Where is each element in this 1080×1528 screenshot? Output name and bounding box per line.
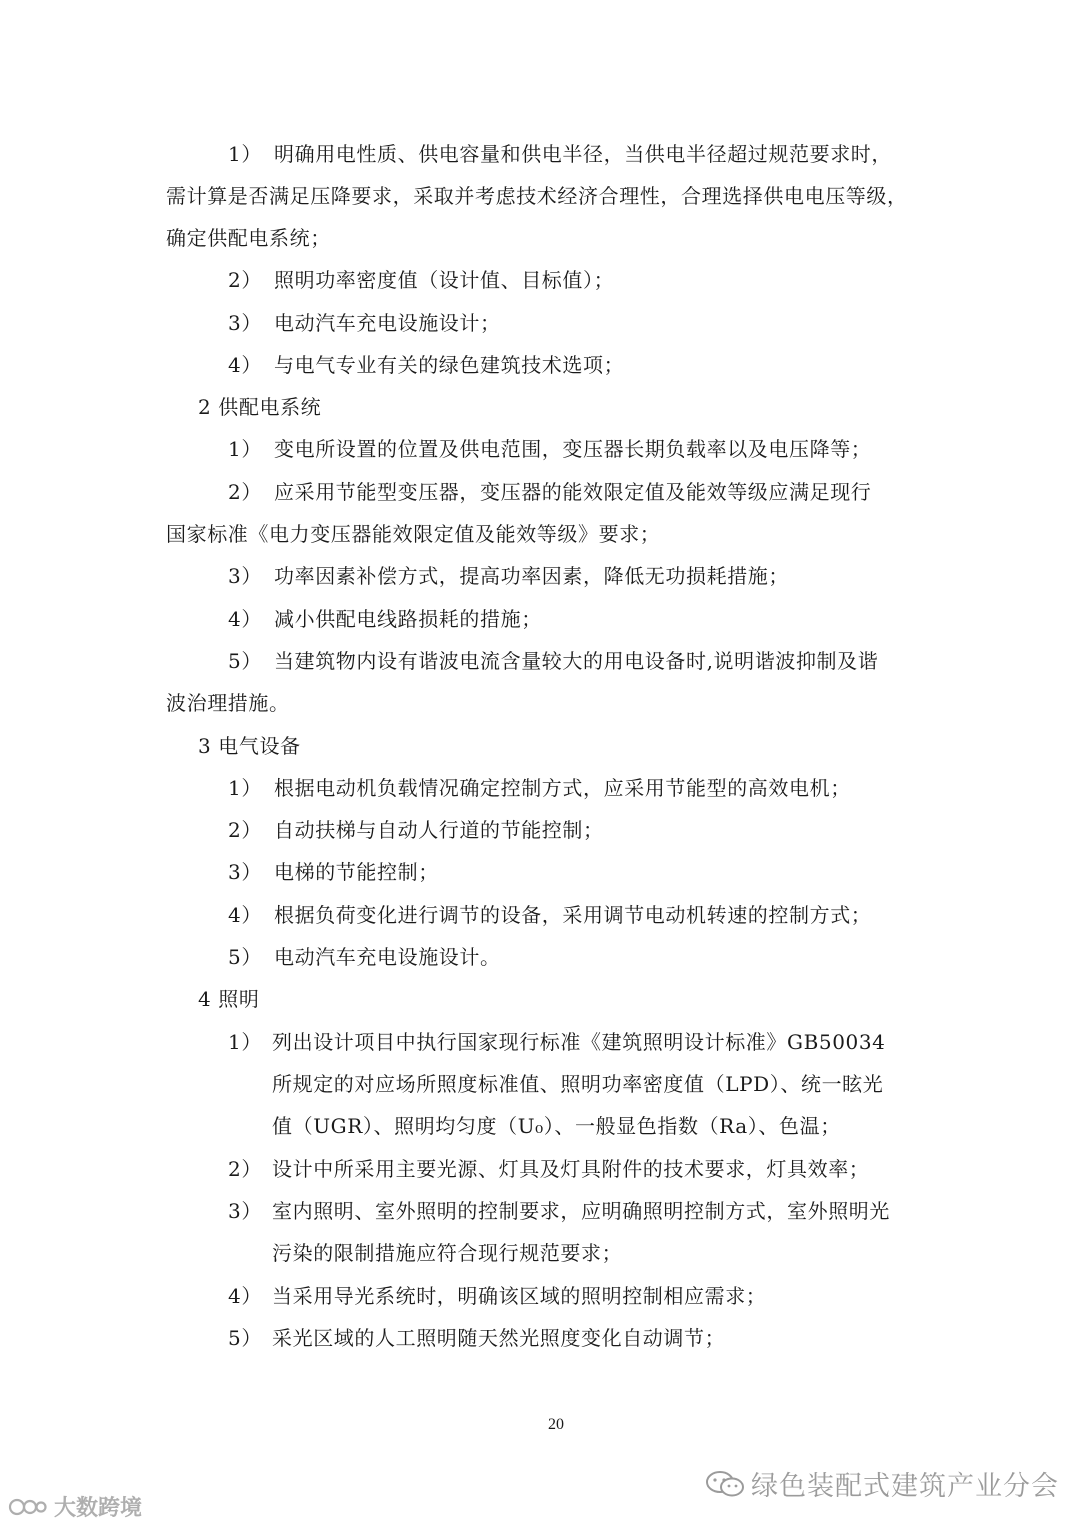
continuation-line: 波治理措施。	[166, 691, 290, 715]
item-line: 4） 根据负荷变化进行调节的设备，采用调节电动机转速的控制方式；	[228, 903, 872, 927]
item-line: 3） 电动汽车充电设施设计；	[228, 311, 501, 335]
item-line: 2） 应采用节能型变压器，变压器的能效限定值及能效等级应满足现行	[228, 480, 872, 504]
item-line: 5） 采光区域的人工照明随天然光照度变化自动调节；	[228, 1326, 726, 1350]
item-line: 3） 室内照明、室外照明的控制要求，应明确照明控制方式，室外照明光	[228, 1199, 890, 1223]
section-heading: 2 供配电系统	[198, 395, 322, 419]
item-line: 3） 电梯的节能控制；	[228, 860, 439, 884]
continuation-line: 确定供配电系统；	[166, 226, 331, 250]
item-line: 4） 当采用导光系统时，明确该区域的照明控制相应需求；	[228, 1284, 767, 1308]
continuation-line: 需计算是否满足压降要求，采取并考虑技术经济合理性，合理选择供电电压等级，	[166, 184, 908, 208]
section-heading: 4 照明	[198, 987, 260, 1011]
item-line: 2） 照明功率密度值（设计值、目标值）；	[228, 268, 615, 292]
continuation-line: 所规定的对应场所照度标准值、照明功率密度值（LPD）、统一眩光	[272, 1072, 884, 1096]
watermark-wechat	[705, 1464, 1059, 1503]
watermark-brand	[8, 1491, 142, 1522]
continuation-line: 国家标准《电力变压器能效限定值及能效等级》要求；	[166, 522, 661, 546]
section-heading: 3 电气设备	[198, 734, 301, 758]
item-line: 2） 设计中所采用主要光源、灯具及灯具附件的技术要求，灯具效率；	[228, 1157, 870, 1181]
continuation-line: 污染的限制措施应符合现行规范要求；	[272, 1241, 623, 1265]
item-line: 2） 自动扶梯与自动人行道的节能控制；	[228, 818, 604, 842]
continuation-line: 值（UGR）、照明均匀度（U₀）、一般显色指数（Ra）、色温；	[272, 1114, 841, 1138]
item-line: 1） 根据电动机负载情况确定控制方式，应采用节能型的高效电机；	[228, 776, 851, 800]
page-number: 20	[548, 1416, 564, 1433]
item-line: 4） 减小供配电线路损耗的措施；	[228, 607, 542, 631]
item-line: 1） 明确用电性质、供电容量和供电半径，当供电半径超过规范要求时，	[228, 142, 892, 166]
item-line: 5） 当建筑物内设有谐波电流含量较大的用电设备时,说明谐波抑制及谐	[228, 649, 879, 673]
item-line: 3） 功率因素补偿方式，提高功率因素，降低无功损耗措施；	[228, 564, 789, 588]
brand-logo-icon	[8, 1494, 48, 1520]
wechat-icon	[705, 1469, 745, 1499]
item-line: 1） 变电所设置的位置及供电范围，变压器长期负载率以及电压降等；	[228, 437, 872, 461]
item-line: 1） 列出设计项目中执行国家现行标准《建筑照明设计标准》GB50034	[228, 1030, 886, 1054]
watermark-right-text: 绿色装配式建筑产业分会	[751, 1471, 1059, 1502]
watermark-left-text: 大数跨境	[54, 1496, 143, 1521]
item-line: 5） 电动汽车充电设施设计。	[228, 945, 501, 969]
item-line: 4） 与电气专业有关的绿色建筑技术选项；	[228, 353, 625, 377]
